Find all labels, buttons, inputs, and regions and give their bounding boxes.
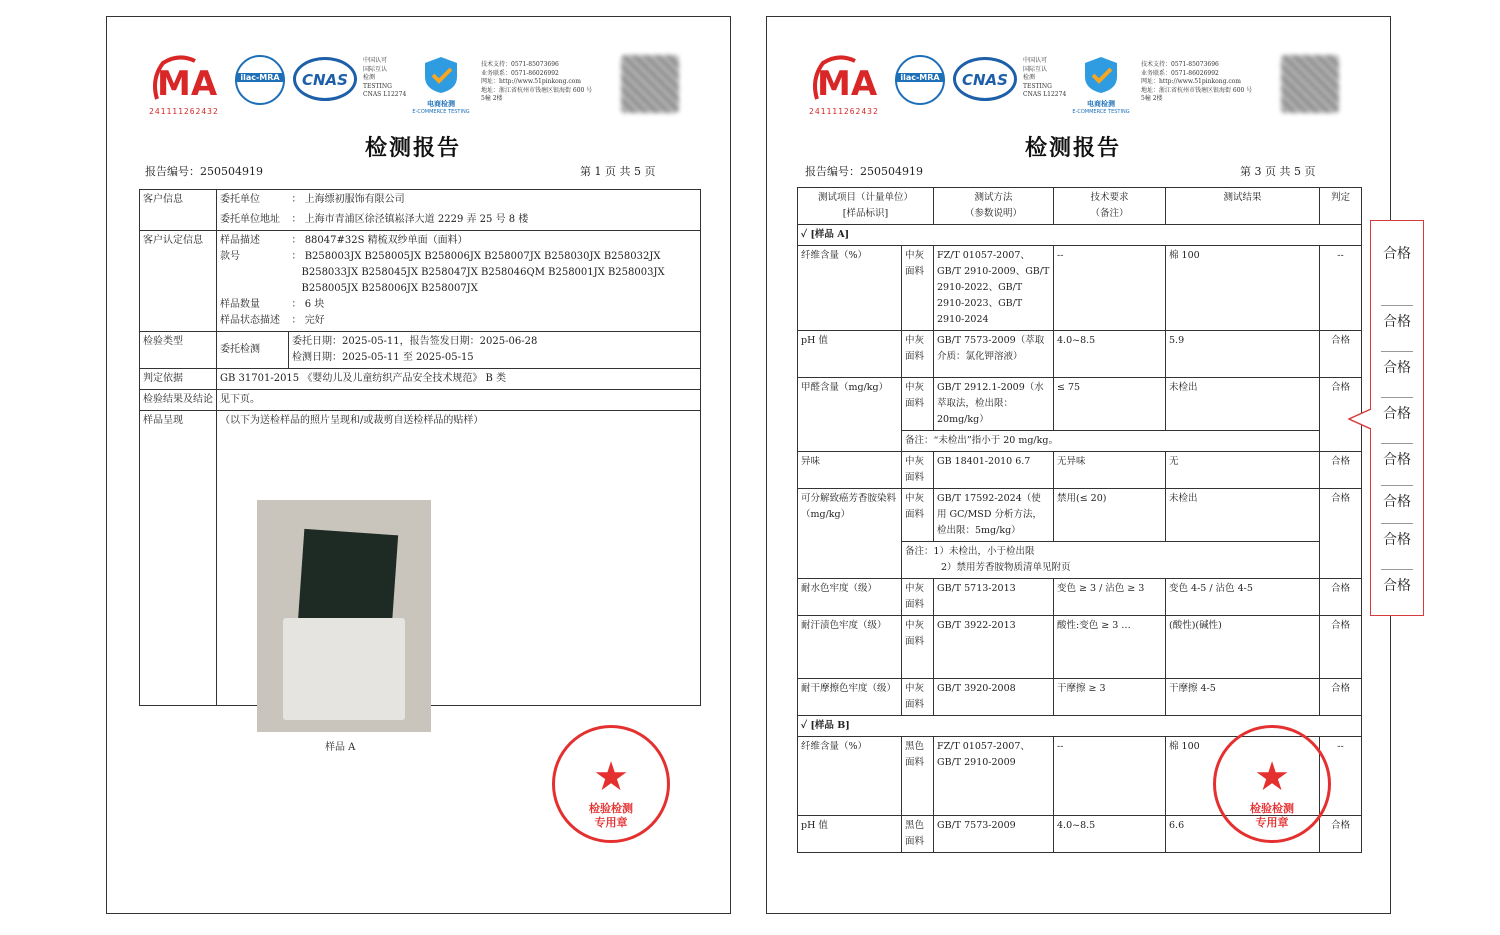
table-row: 耐汗渍色牢度（级） 中灰面料 GB/T 3922-2013 酸性:变色 ≥ 3 … (酸性)(碱性) 合格 <box>798 616 1362 679</box>
cnas-note: 中国认可 国际互认 检测 TESTING CNAS L12274 <box>1023 57 1067 98</box>
cma-logo: MA 241111262432 <box>809 55 889 115</box>
svg-text:MA: MA <box>157 64 218 103</box>
table-row: 可分解致癌芳香胺染料（mg/kg） 中灰面料 GB/T 17592-2024（使用 GC/MSD 分析方法，检出限：5mg/kg） 禁用(≤ 20) 未检出 合格 <box>798 489 1362 542</box>
table-row: 纤维含量（%） 中灰面料 FZ/T 01057-2007、GB/T 2910-2009、GB/T 2910-2022、GB/T 2910-2023、GB/T 2910-2024 -- 棉 100 -- <box>798 246 1362 331</box>
cma-number: 241111262432 <box>149 107 219 116</box>
ecommerce-testing-logo: 电商检测 E-COMMERCE TESTING <box>411 55 471 111</box>
official-seal: ★ 检验检测 专用章 <box>552 725 670 843</box>
table-row: 纤维含量（%） 黑色面料 FZ/T 01057-2007、GB/T 2910-2009 -- 棉 100 -- <box>798 737 1362 816</box>
shield-icon <box>411 55 471 95</box>
report-page-1 <box>106 16 731 914</box>
ilac-logo: ilac-MRA <box>235 55 285 105</box>
svg-text:MA: MA <box>817 64 878 103</box>
page-title: 检测报告 <box>365 135 462 161</box>
page-title: 检测报告 <box>1025 135 1122 161</box>
test-results-table: 测试项目（计量单位） [样品标识] 测试方法 （参数说明） 技术要求 （备注） 测试结果 判定 ✓ [样品 A] 纤维含量（%） 中灰面料 FZ/T 01057-2007、GB/T 2910-2009、GB/T 2910-2022、GB/T 2910-2023、GB/T 2910-2024 -- 棉 100 -- pH 值 中灰面料 GB/T 7573-2009（萃取介质：氯化钾溶液） 4.0~8.5 5.9 合格 甲醛含量（mg/kg） 中灰面料 GB/T 2912.1-2009（水萃取法，检出限：20mg/kg） ≤ 75 未检出 合格 备注：“未检出”指小于 20 mg/kg。 异味 中灰面料 GB 18401-2010 6.7 无异味 无 合格 可分解致癌芳香胺染料（mg/kg） 中灰面料 GB/T 17592-2024（使用 GC/MSD 分析方法，检出限：5mg/kg） 禁用(≤ 20) 未检出 合格 备注：1）未检出，小于检出限 2）禁用芳香胺物质清单见附页 耐水色牢度（级） 中灰面料 GB/T 5713-2013 变色 ≥ 3 / 沾色 ≥ 3 变色 4-5 / 沾色 4-5 合格 耐汗渍色牢度（级） 中灰面料 GB/T 3922-2013 酸性:变色 ≥ 3 … (酸性)(碱性) 合格 耐干摩擦色牢度（级） 中灰面料 GB/T 3920-2008 干摩擦 ≥ 3 干摩擦 4-5 合格 ✓ [样品 B] 纤维含量（%） 黑色面料 FZ/T 01057-2007、GB/T 2910-2009 -- 棉 100 -- pH 值 黑色面料 GB/T 7573-2009 4.0~8.5 6.6 合格 <box>797 187 1362 853</box>
shield-icon <box>1071 55 1131 95</box>
sample-photo <box>257 500 431 732</box>
official-seal: ★ 检验检测 专用章 <box>1213 725 1331 843</box>
table-row: 异味 中灰面料 GB 18401-2010 6.7 无异味 无 合格 <box>798 452 1362 489</box>
report-info-table: 客户信息 委托单位 ： 上海缥初服饰有限公司 委托单位地址 ： 上海市青浦区徐泾镇崧泽大道 2229 弄 25 号 8 楼 客户认定信息 样品描述 款号 样品数量 样品状态描述 ： 88047#32S 精梳双纱单面（面料） ： B258003JX B258005JX B258006JX B258007JX B258030JX B258032JX B258033JX B258045JX B258047JX B258046QM B258001JX B258003JX B258005JX B258006JX B258007JX ： 6 块 ： 完好 检验类型 委托检测 委托日期：2025-05-11，报告签发日期：2025-06-28 检测日期：2025-05-11 至 2025-05-15 判定依据 GB 31701-2015 《婴幼儿及儿童纺织产品安全技术规范》 B 类 检验结果及结论 见下页。 样品呈现 （以下为送检样品的照片呈现和/或裁剪自送检样品的贴样） <box>139 189 701 706</box>
qr-code <box>1281 55 1339 113</box>
cnas-note: 中国认可 国际互认 检测 TESTING CNAS L12274 <box>363 57 407 98</box>
judgement-callout: 合格 合格 合格 合格 合格 合格 合格 合格 <box>1370 220 1424 616</box>
table-row: 耐干摩擦色牢度（级） 中灰面料 GB/T 3920-2008 干摩擦 ≥ 3 干摩擦 4-5 合格 <box>798 679 1362 716</box>
page-indicator: 第 1 页 共 5 页 <box>580 165 656 178</box>
sample-caption: 样品 A <box>325 742 356 753</box>
ecommerce-testing-logo: 电商检测 E-COMMERCE TESTING <box>1071 55 1131 111</box>
sample-swatch-grey <box>283 618 405 720</box>
sample-a-header: ✓ [样品 A] <box>798 225 1362 246</box>
cnas-logo: CNAS <box>293 57 357 101</box>
table-row: pH 值 中灰面料 GB/T 7573-2009（萃取介质：氯化钾溶液） 4.0~8.5 5.9 合格 <box>798 331 1362 378</box>
report-page-3 <box>766 16 1391 914</box>
table-row: pH 值 黑色面料 GB/T 7573-2009 4.0~8.5 6.6 合格 <box>798 816 1362 853</box>
table-row: 耐水色牢度（级） 中灰面料 GB/T 5713-2013 变色 ≥ 3 / 沾色 ≥ 3 变色 4-5 / 沾色 4-5 合格 <box>798 579 1362 616</box>
page-indicator: 第 3 页 共 5 页 <box>1240 165 1316 178</box>
star-icon: ★ <box>1254 754 1290 800</box>
cnas-logo: CNAS <box>953 57 1017 101</box>
sample-swatch-black <box>298 529 398 629</box>
sample-b-header: ✓ [样品 B] <box>798 716 1362 737</box>
qr-code <box>621 55 679 113</box>
contact-info: 技术支持：0571-85073696 业务联系：0571-86026992 网址：http://www.51pinkong.com 地址：浙江省杭州市钱塘区银海街 600 号 5幢 2楼 <box>1141 61 1253 102</box>
callout-pointer <box>1348 408 1372 430</box>
report-number: 报告编号：250504919 <box>805 165 923 178</box>
cma-logo <box>149 55 229 115</box>
contact-info: 技术支持：0571-85073696 业务联系：0571-86026992 网址：http://www.51pinkong.com 地址：浙江省杭州市钱塘区银海街 600 号 5幢 2楼 <box>481 61 593 102</box>
table-row: 甲醛含量（mg/kg） 中灰面料 GB/T 2912.1-2009（水萃取法，检出限：20mg/kg） ≤ 75 未检出 合格 <box>798 378 1362 431</box>
star-icon: ★ <box>593 754 629 800</box>
report-number: 报告编号：250504919 <box>145 165 263 178</box>
ilac-logo: ilac-MRA <box>895 55 945 105</box>
